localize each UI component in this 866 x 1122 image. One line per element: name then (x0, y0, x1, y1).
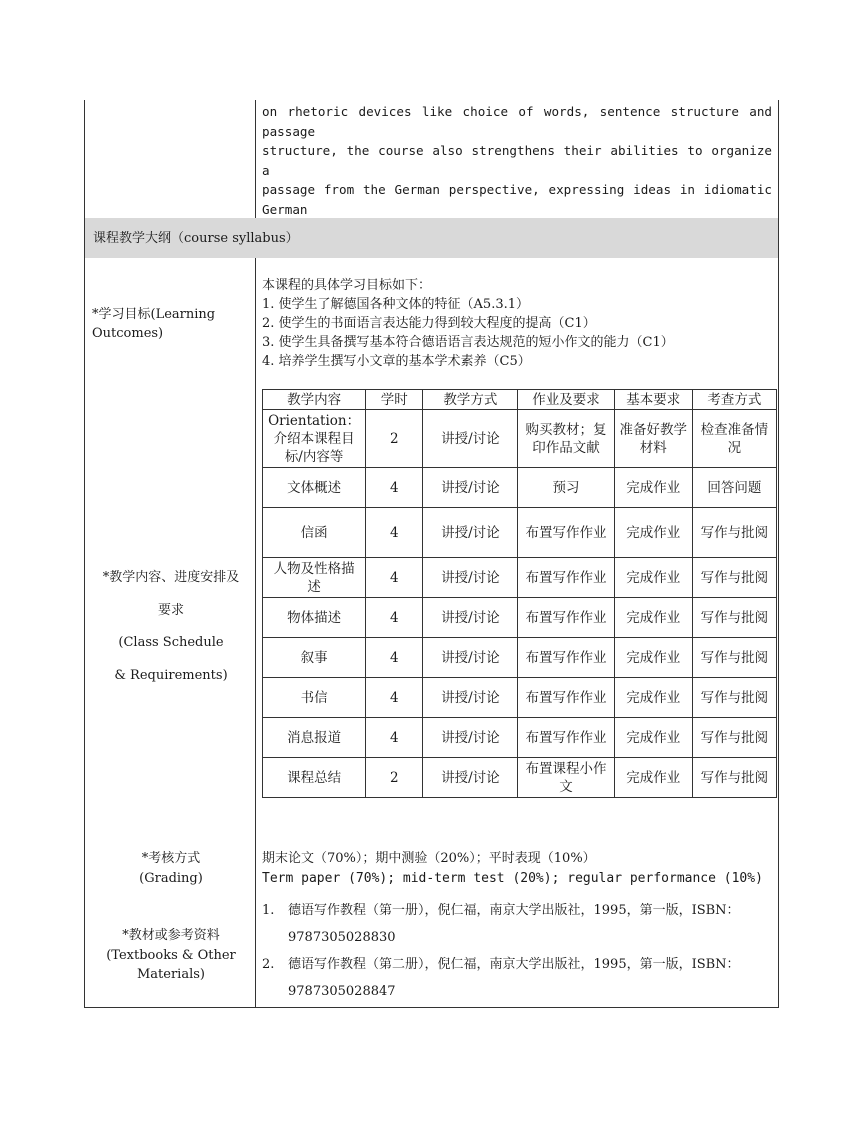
table-cell: 2 (366, 410, 423, 468)
table-cell: 2 (366, 758, 423, 798)
column-header: 教学内容 (263, 390, 366, 410)
table-cell: 布置写作作业 (518, 558, 614, 598)
table-cell: 写作与批阅 (692, 718, 776, 758)
column-header: 教学方式 (423, 390, 518, 410)
table-cell: 4 (366, 508, 423, 558)
reference-isbn: 9787305028847 (288, 984, 396, 999)
table-cell: Orientation：介绍本课程目标/内容等 (263, 410, 366, 468)
table-cell: 布置写作作业 (518, 598, 614, 638)
column-header: 学时 (366, 390, 423, 410)
table-cell: 布置写作作业 (518, 718, 614, 758)
table-cell: 4 (366, 718, 423, 758)
outcome-item: 2. 使学生的书面语言表达能力得到较大程度的提高（C1） (262, 316, 596, 331)
table-cell: 预习 (518, 468, 614, 508)
reference-number: 2. (262, 957, 275, 972)
outcome-item: 4. 培养学生撰写小文章的基本学术素养（C5） (262, 354, 531, 369)
table-cell: 完成作业 (614, 508, 692, 558)
table-row (263, 410, 777, 468)
table-cell: 布置写作作业 (518, 508, 614, 558)
materials-label-line: (Textbooks & Other (106, 947, 236, 963)
materials-label (90, 926, 252, 985)
table-cell: 人物及性格描述 (263, 558, 366, 598)
outcomes-label-line: *学习目标(Learning (92, 307, 216, 322)
schedule-label-line: *教学内容、进度安排及 (102, 570, 240, 585)
schedule-table (262, 389, 777, 798)
table-cell: 文体概述 (263, 468, 366, 508)
schedule-label (90, 562, 252, 692)
schedule-label-line: & Requirements) (114, 667, 228, 683)
grading-line-en: Term paper (70%); mid-term test (20%); regular performance (10%) (262, 871, 763, 886)
table-cell: 写作与批阅 (692, 598, 776, 638)
frame-right-border (778, 100, 779, 1008)
description-line: on rhetoric devices like choice of words, sentence structure and passage (262, 104, 772, 139)
materials-label-line: Materials) (136, 967, 205, 982)
table-cell: 完成作业 (614, 638, 692, 678)
column-divider-top (255, 100, 256, 218)
table-row (263, 598, 777, 638)
outcomes-label (92, 305, 215, 343)
reference-text: 德语写作教程（第二册），倪仁福，南京大学出版社，1995，第一版，ISBN： (288, 957, 740, 972)
table-cell: 信函 (263, 508, 366, 558)
column-header: 考查方式 (692, 390, 776, 410)
table-cell: 课程总结 (263, 758, 366, 798)
table-cell: 写作与批阅 (692, 558, 776, 598)
outcomes-list (262, 276, 777, 371)
reference-item (262, 951, 777, 1005)
table-cell: 讲授/讨论 (423, 678, 518, 718)
syllabus-header-text: 课程教学大纲（course syllabus） (93, 231, 299, 246)
table-cell: 4 (366, 638, 423, 678)
frame-bottom-border (84, 1007, 779, 1008)
table-cell: 完成作业 (614, 678, 692, 718)
table-cell: 布置写作作业 (518, 678, 614, 718)
table-cell: 讲授/讨论 (423, 558, 518, 598)
table-cell: 写作与批阅 (692, 638, 776, 678)
materials-label-line: *教材或参考资料 (122, 928, 220, 943)
table-cell: 4 (366, 598, 423, 638)
outcomes-label-line: Outcomes) (92, 326, 164, 341)
table-cell: 物体描述 (263, 598, 366, 638)
table-cell: 讲授/讨论 (423, 758, 518, 798)
reference-text: 德语写作教程（第一册），倪仁福，南京大学出版社，1995，第一版，ISBN： (288, 903, 740, 918)
table-row (263, 638, 777, 678)
column-header: 基本要求 (614, 390, 692, 410)
table-cell: 检查准备情况 (692, 410, 776, 468)
table-cell: 讲授/讨论 (423, 410, 518, 468)
table-cell: 完成作业 (614, 758, 692, 798)
table-cell: 写作与批阅 (692, 508, 776, 558)
syllabus-section-header (85, 218, 778, 258)
table-cell: 讲授/讨论 (423, 718, 518, 758)
grading-label (90, 849, 252, 889)
table-cell: 讲授/讨论 (423, 598, 518, 638)
table-cell: 完成作业 (614, 558, 692, 598)
outcome-item: 1. 使学生了解德国各种文体的特征（A5.3.1） (262, 297, 530, 312)
table-cell: 讲授/讨论 (423, 638, 518, 678)
table-header-row (263, 390, 777, 410)
schedule-label-line: (Class Schedule (118, 635, 224, 650)
table-cell: 布置写作作业 (518, 638, 614, 678)
grading-detail (262, 849, 763, 889)
reference-isbn: 9787305028830 (288, 930, 396, 945)
table-cell: 完成作业 (614, 468, 692, 508)
outcomes-intro: 本课程的具体学习目标如下： (262, 278, 432, 293)
table-cell: 写作与批阅 (692, 758, 776, 798)
table-cell: 回答问题 (692, 468, 776, 508)
schedule-label-line: 要求 (157, 602, 184, 618)
table-cell: 4 (366, 678, 423, 718)
column-divider-main (255, 258, 256, 1008)
table-row (263, 678, 777, 718)
reference-number: 1. (262, 903, 275, 918)
table-cell: 写作与批阅 (692, 678, 776, 718)
column-header: 作业及要求 (518, 390, 614, 410)
table-row (263, 558, 777, 598)
table-cell: 4 (366, 468, 423, 508)
table-cell: 4 (366, 558, 423, 598)
description-line: passage from the German perspective, expressing ideas in idiomatic German (262, 182, 772, 217)
description-line: structure, the course also strengthens their abilities to organize a (262, 143, 772, 178)
table-cell: 购买教材；复印作品文献 (518, 410, 614, 468)
table-row (263, 758, 777, 798)
outcome-item: 3. 使学生具备撰写基本符合德语语言表达规范的短小作文的能力（C1） (262, 335, 674, 350)
table-cell: 书信 (263, 678, 366, 718)
table-cell: 完成作业 (614, 598, 692, 638)
table-row (263, 718, 777, 758)
grading-label-line: (Grading) (139, 871, 203, 886)
materials-list (262, 897, 777, 1005)
table-cell: 叙事 (263, 638, 366, 678)
table-cell: 完成作业 (614, 718, 692, 758)
table-cell: 讲授/讨论 (423, 508, 518, 558)
table-cell: 消息报道 (263, 718, 366, 758)
table-cell: 准备好教学材料 (614, 410, 692, 468)
table-row (263, 468, 777, 508)
grading-line-cn: 期末论文（70%）；期中测验（20%）；平时表现（10%） (262, 851, 596, 866)
grading-label-line: *考核方式 (141, 851, 201, 866)
table-row (263, 508, 777, 558)
table-cell: 讲授/讨论 (423, 468, 518, 508)
table-cell: 布置课程小作文 (518, 758, 614, 798)
reference-item (262, 897, 777, 951)
